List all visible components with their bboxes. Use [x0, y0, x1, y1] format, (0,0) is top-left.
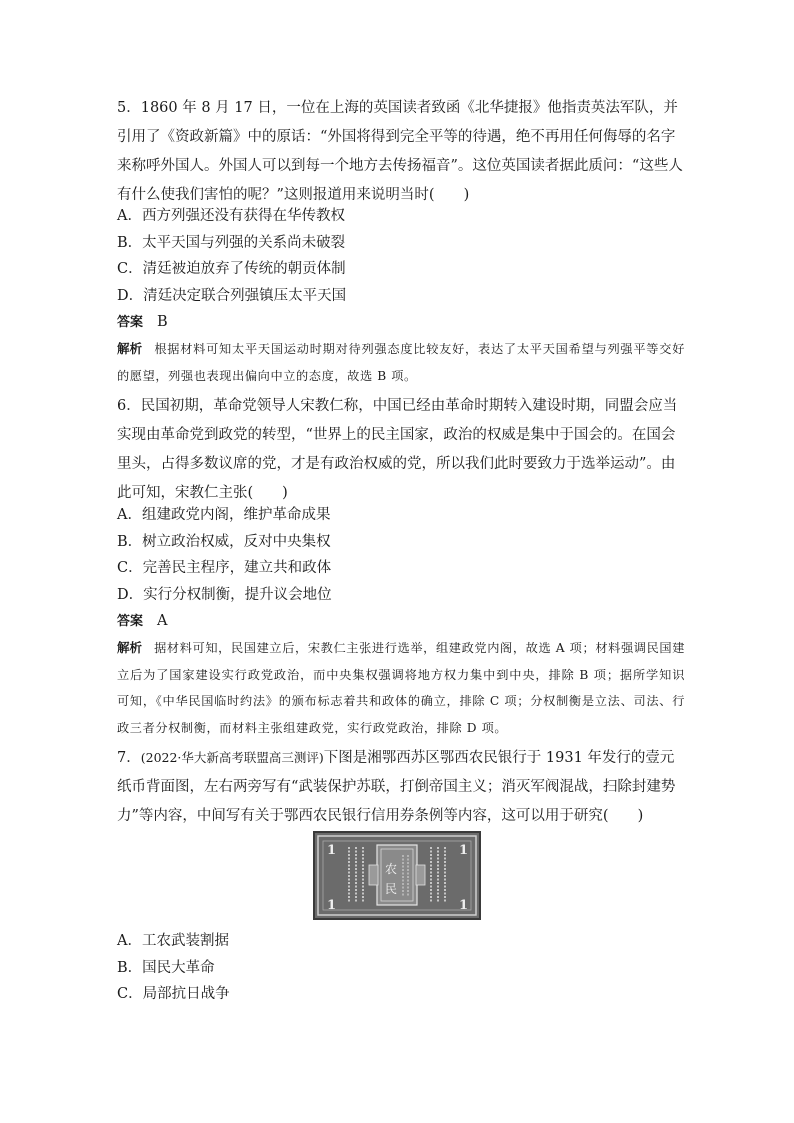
- question-6-option-b: B．树立政治权威，反对中央集权: [117, 533, 331, 550]
- question-7-stem: [117, 743, 685, 831]
- question-6-explanation: [117, 635, 685, 741]
- banknote-seal-char-2: 民: [385, 882, 398, 896]
- question-5-answer: [117, 309, 685, 336]
- question-5: [117, 94, 685, 210]
- question-5-options: [117, 203, 685, 389]
- question-5-option-b: B．太平天国与列强的关系尚未破裂: [117, 234, 346, 251]
- banknote-right-text: [431, 847, 445, 903]
- banknote-left-text: [349, 847, 363, 903]
- question-6: [117, 392, 685, 508]
- question-5-option-c: C．清廷被迫放弃了传统的朝贡体制: [117, 261, 346, 278]
- question-7: [117, 743, 685, 831]
- question-7-option-c: C．局部抗日战争: [117, 986, 230, 1003]
- banknote-seal-char-1: 农: [385, 862, 398, 876]
- question-7-number: 7．: [117, 750, 141, 766]
- question-5-stem: 5．1860 年 8 月 17 日，一位在上海的英国读者致函《北华捷报》他指责英法军队，并引用了《资政新篇》中的原话：“外国将得到完全平等的待遇，绝不再用任何侮辱的名字来称呼外国人。外国人可以到每一个地方去传扬福音”。这位英国读者据此质问：“这些人有什么使我们害怕的呢？”这则报道用来说明当时( ): [117, 100, 683, 203]
- question-7-option-b: B．国民大革命: [117, 959, 215, 976]
- question-5-option-a: A．西方列强还没有获得在华传教权: [117, 208, 345, 224]
- answer-value: B: [157, 314, 168, 331]
- banknote-graphic: [315, 833, 479, 918]
- question-5-explanation: [117, 336, 685, 389]
- question-7-source: (2022·华大新高考联盟高三测评): [140, 750, 324, 765]
- explanation-text: 据材料可知，民国建立后，宋教仁主张进行选举，组建政党内阁，故选 A 项；材料强调民国建立后为了国家建设实行政党政治，而中央集权强调将地方权力集中到中央，排除 B 项；据所学知识可知，《中华民国临时约法》的颁布标志着共和政体的确立，排除 C 项；分权制衡是立法、司法、行政三者分权制衡，而材料主张组建政党，实行政党政治，排除 D 项。: [117, 641, 685, 735]
- banknote-numeral-tl: 1: [327, 843, 337, 858]
- answer-label: 答案: [117, 315, 144, 331]
- banknote-numeral-bl: 1: [327, 898, 337, 913]
- question-7-text: 下图是湘鄂西苏区鄂西农民银行于 1931 年发行的壹元纸币背面图，左右两旁写有“武装保护苏联，打倒帝国主义；消灭军阀混战，扫除封建势力”等内容，中间写有关于鄂西农民银行信用券条例等内容，这可以用于研究( ): [117, 750, 676, 824]
- banknote-numeral-tr: 1: [459, 843, 469, 858]
- question-6-option-a: A．组建政党内阁，维护革命成果: [117, 507, 331, 523]
- explanation-label: 解析: [117, 341, 143, 357]
- answer-label: 答案: [117, 614, 144, 630]
- question-6-option-d: D．实行分权制衡，提升议会地位: [117, 586, 332, 603]
- explanation-label: 解析: [117, 640, 143, 656]
- question-6-options: [117, 502, 685, 741]
- answer-value: A: [157, 613, 168, 630]
- question-7-option-a: A．工农武装割据: [117, 933, 229, 949]
- question-6-option-c: C．完善民主程序，建立共和政体: [117, 560, 332, 577]
- explanation-text: 根据材料可知太平天国运动时期对待列强态度比较友好，表达了太平天国希望与列强平等交好的愿望，列强也表现出偏向中立的态度，故选 B 项。: [117, 342, 685, 383]
- question-6-answer: [117, 608, 685, 635]
- question-6-stem: 6．民国初期，革命党领导人宋教仁称，中国已经由革命时期转入建设时期，同盟会应当实现由革命党到政党的转型，“世界上的民主国家，政治的权威是集中于国会的。在国会里头，占得多数议席的党，才是有政治权威的党，所以我们此时要致力于选举运动”。由此可知，宋教仁主张( ): [117, 398, 678, 501]
- banknote-image: [313, 831, 481, 920]
- banknote-numeral-br: 1: [459, 898, 469, 913]
- question-7-options: [117, 928, 685, 1008]
- question-5-option-d: D．清廷决定联合列强镇压太平天国: [117, 287, 347, 304]
